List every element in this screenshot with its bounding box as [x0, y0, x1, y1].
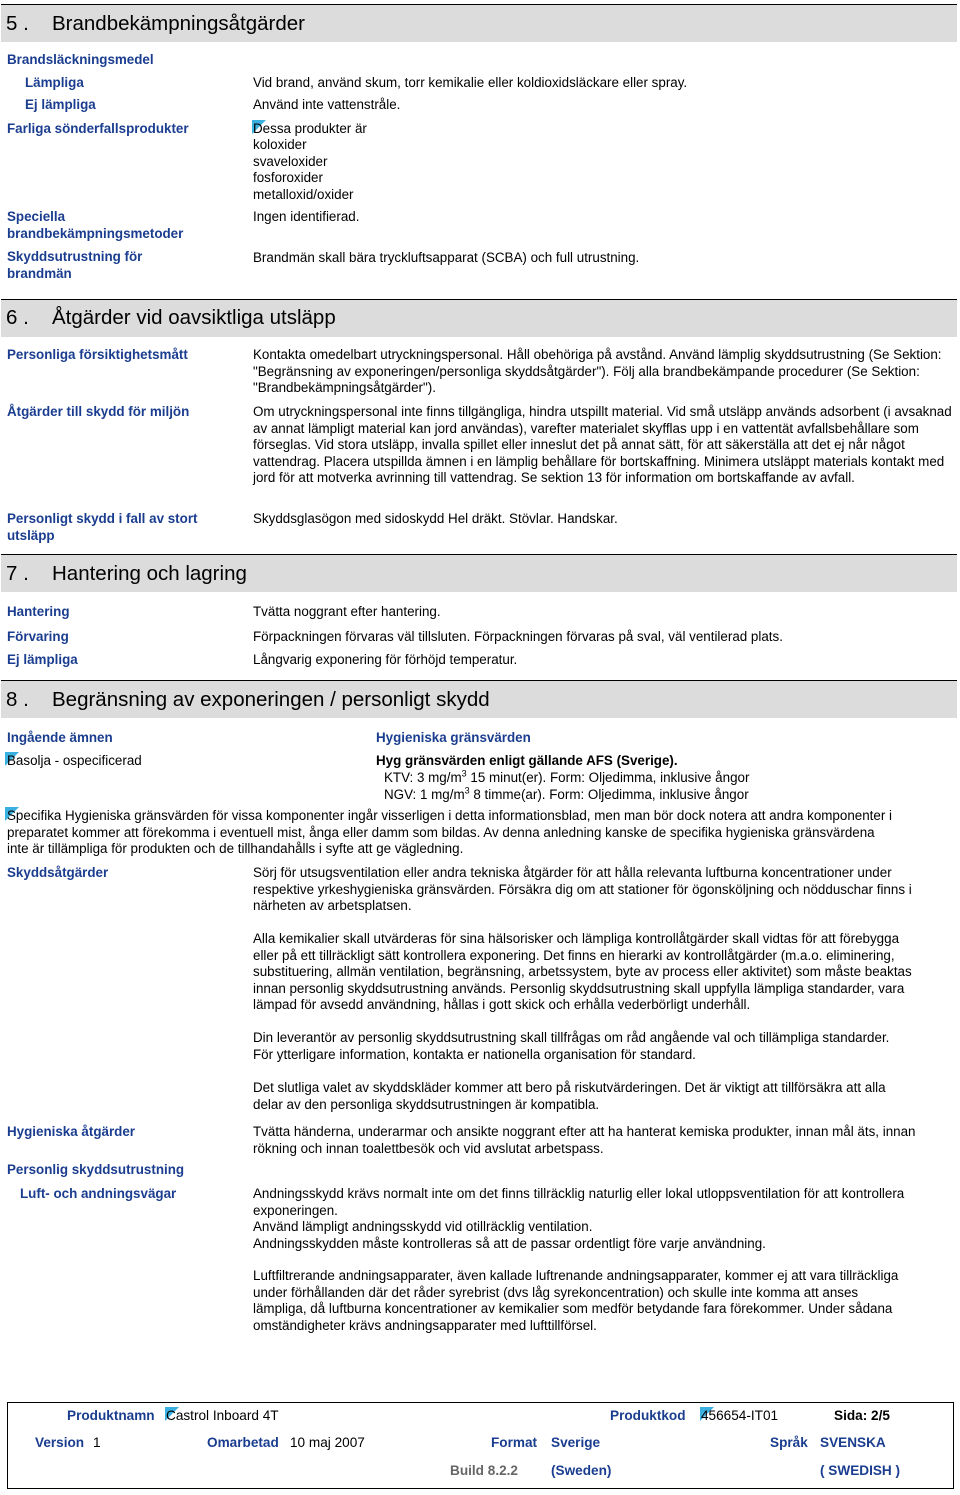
label-forvaring: Förvaring	[7, 629, 69, 644]
value-hantering: Tvätta noggrant efter hantering.	[253, 604, 441, 619]
value-ej-lampliga-lagring: Långvarig exponering för förhöjd temperatur.	[253, 652, 518, 667]
footer-build: Build 8.2.2	[450, 1463, 518, 1478]
section-6-title	[6, 306, 336, 330]
footer-version-label: Version	[35, 1435, 85, 1450]
section-8-title	[6, 688, 490, 712]
section-title-text: Hantering och lagring	[52, 562, 247, 585]
skyddsatgarder-paragraph-2: Alla kemikalier skall utvärderas för sina hälsorisker och lämpliga kontrollåtgärder skall vidtas för att förebygga eller på ett tillräckligt sätt kontrollera exponering. Det finns en hierarki av kontrollåtgärder (m.a.o. eliminering, substituering, allmän ventilation, begränsning, arbetssystem, byte av process eller aktivitet) som måste beaktas innan personlig skyddsutrustning används. Personlig skyddsutrustning skall uppfylla lämpliga standarder, vara lämpad för avsedd användning, hållas i gott skick och erhålla vederbörligt underhåll.	[253, 931, 912, 1012]
value-ej-lampliga: Använd inte vattenstråle.	[253, 97, 401, 112]
footer-version-value: 1	[93, 1435, 101, 1450]
label-speciella-2: brandbekämpningsmetoder	[7, 226, 184, 241]
label-skyddsutrustning-1: Skyddsutrustning för	[7, 249, 143, 264]
label-ej-lampliga: Ej lämpliga	[25, 97, 96, 112]
footer-sprak-sub: ( SWEDISH )	[820, 1463, 901, 1478]
luft-paragraph-1: Andningsskydd krävs normalt inte om det finns tillräcklig naturlig eller lokal utloppsventilation för att kontrollera exponeringen.	[253, 1186, 905, 1218]
label-personliga-forsiktighetsmatt: Personliga försiktighetsmått	[7, 347, 188, 362]
label-hantering: Hantering	[7, 604, 70, 619]
ngv-exponent: 3	[464, 785, 470, 796]
footer-produktkod-label: Produktkod	[610, 1408, 686, 1423]
value-skydd-for-miljon: Om utryckningspersonal inte finns tillgängliga, hindra utspillt material. Vid små utsläpp används adsorbent (i avsaknad av annat lämpligt material kan jord användas), varefter materialet skyfflas upp i en vattentät avfallsbehållare som förseglas. Vid stora utsläpp, invalla spillet eller inneslut det på annat sätt, för att säkerställa att det ej når något vattendrag. Placera utspillda ämnen i en lämplig behållare för bortskaffning. Minimera utsläppt materials kontakt med jord för att motverka avrinning till vattendrag. Se sektion 13 för information om bortskaffande av avfall.	[253, 404, 952, 485]
footer-sprak-label: Språk	[770, 1435, 808, 1450]
luft-paragraph-2: Använd lämpligt andningsskydd vid otillräcklig ventilation.	[253, 1219, 593, 1234]
value-stort-utslapp: Skyddsglasögon med sidoskydd Hel dräkt. Stövlar. Handskar.	[253, 511, 618, 526]
label-speciella-1: Speciella	[7, 209, 66, 224]
ktv-rest: 15 minut(er). Form: Oljedimma, inklusive ångor	[466, 770, 750, 785]
luft-paragraph-4: Luftfiltrerande andningsapparater, även kallade luftrenande andningsapparater, kommer ej att vara tillräckliga under förhållanden där det råder syrebrist (dvs låg syrekoncentration) och skulle inte komma att anses lämpliga, då luftburna koncentrationer av kemikalier som medför betydande fara förekommer. Under sådana omständigheter krävs andningsapparater med lufttillförsel.	[253, 1268, 899, 1333]
value-farliga-line-2: koloxider	[253, 137, 307, 152]
footer-omarbetad-value: 10 maj 2007	[290, 1435, 365, 1450]
luft-paragraph-3: Andningsskydden måste kontrolleras så att de passar ordentligt före varje användning.	[253, 1236, 766, 1251]
ngv-text: NGV: 1 mg/m	[384, 787, 465, 802]
label-hygieniska-atgarder: Hygieniska åtgärder	[7, 1124, 136, 1139]
footer-produktnamn-value: Castrol Inboard 4T	[166, 1408, 279, 1423]
footer-sida: Sida: 2/5	[834, 1408, 890, 1423]
section-number: 7 .	[6, 562, 29, 585]
label-stort-utslapp-1: Personligt skydd i fall av stort	[7, 511, 198, 526]
specifika-paragraph: Specifika Hygieniska gränsvärden för vissa komponenter ingår visserligen i detta informationsblad, men man bör dock notera att andra komponenter i preparatet kommer att förekomma i eventuell mist, ånga eller damm som bildas. Av denna anledning kanske de specifika hygieniska gränsvärdena inte är tillämpliga för produkten och de tillhandahålls i syfte att ge vägledning.	[7, 808, 892, 856]
section-title-text: Brandbekämpningsåtgärder	[52, 12, 305, 35]
label-personlig-skyddsutrustning: Personlig skyddsutrustning	[7, 1162, 185, 1177]
value-farliga-line-4: fosforoxider	[253, 170, 323, 185]
skyddsatgarder-paragraph-1: Sörj för utsugsventilation eller andra tekniska åtgärder för att hålla relevanta luftburna koncentrationer under respektive yrkeshygieniska gränsvärden. Försäkra dig om att stationer för ögonsköljning och nödduschar finns i närheten av arbetsplatsen.	[253, 865, 912, 913]
hyg-gransvarden-title: Hyg gränsvärden enligt gällande AFS (Sverige).	[376, 753, 678, 768]
label-farliga-sonderfallsprodukter: Farliga sönderfallsprodukter	[7, 121, 189, 136]
section-number: 6 .	[6, 306, 29, 329]
label-hygieniska-gransvarden: Hygieniska gränsvärden	[376, 730, 531, 745]
footer-produktnamn-label: Produktnamn	[67, 1408, 155, 1423]
footer-produktkod-value: 456654-IT01	[701, 1408, 779, 1423]
label-ingaende-amnen: Ingående ämnen	[7, 730, 113, 745]
footer-format-value: Sverige	[551, 1435, 601, 1450]
footer-format-label: Format	[491, 1435, 538, 1450]
skyddsatgarder-paragraph-4: Det slutliga valet av skyddskläder kommer att bero på riskutvärderingen. Det är viktigt att tillförsäkra att alla delar av den personliga skyddsutrustningen är kompatibla.	[253, 1080, 886, 1112]
value-farliga-line-1: Dessa produkter är	[253, 121, 367, 136]
value-farliga-line-3: svaveloxider	[253, 154, 328, 169]
section-number: 5 .	[6, 12, 29, 35]
ngv-rest: 8 timme(ar). Form: Oljedimma, inklusive ångor	[469, 787, 749, 802]
value-farliga-line-5: metalloxid/oxider	[253, 187, 354, 202]
value-forvaring: Förpackningen förvaras väl tillsluten. Förpackningen förvaras på sval, väl ventilerad plats.	[253, 629, 783, 644]
ktv-text: KTV: 3 mg/m	[384, 770, 462, 785]
section-number: 8 .	[6, 688, 29, 711]
value-personliga-forsiktighetsmatt: Kontakta omedelbart utryckningspersonal. Håll obehöriga på avstånd. Använd lämplig skyddsutrustning (Se Sektion: "Begränsning av exponeringen/personliga skyddsåtgärder"). Följ alla brandbekämpande procedurer (Se Sektion: "Brandbekämpningsåtgärder").	[253, 347, 942, 395]
label-skyddsutrustning-2: brandmän	[7, 266, 72, 281]
subheading-brandslackningsmedel: Brandsläckningsmedel	[7, 52, 154, 67]
section-7-title	[6, 562, 247, 586]
ngv-limit	[384, 787, 749, 804]
value-speciella: Ingen identifierad.	[253, 209, 360, 224]
label-lampliga: Lämpliga	[25, 75, 84, 90]
section-title-text: Begränsning av exponeringen / personligt skydd	[52, 688, 490, 711]
skyddsatgarder-paragraph-3: Din leverantör av personlig skyddsutrustning skall tillfrågas om råd angående val och tillämpliga standarder. För ytterligare information, kontakta er nationella organisation för standard.	[253, 1030, 890, 1062]
label-stort-utslapp-2: utsläpp	[7, 528, 55, 543]
label-luft-och-andningsvagar: Luft- och andningsvägar	[20, 1186, 177, 1201]
ktv-exponent: 3	[461, 768, 467, 779]
value-lampliga: Vid brand, använd skum, torr kemikalie eller koldioxidsläckare eller spray.	[253, 75, 688, 90]
footer-format-sub: (Sweden)	[551, 1463, 612, 1478]
footer-omarbetad-label: Omarbetad	[207, 1435, 279, 1450]
section-title-text: Åtgärder vid oavsiktliga utsläpp	[52, 306, 336, 329]
value-skyddsutrustning: Brandmän skall bära tryckluftsapparat (SCBA) och full utrustning.	[253, 250, 640, 265]
value-hygieniska-atgarder: Tvätta händerna, underarmar och ansikte noggrant efter att ha hanterat kemiska produkter, innan mål äts, innan rökning och innan toalettbesök och vid avslutat arbetspass.	[253, 1124, 916, 1156]
ktv-limit	[384, 770, 749, 787]
label-skyddsatgarder: Skyddsåtgärder	[7, 865, 109, 880]
section-5-title	[6, 12, 305, 36]
value-substance: Basolja - ospecificerad	[7, 753, 142, 768]
footer-sprak-value: SVENSKA	[820, 1435, 886, 1450]
label-ej-lampliga-lagring: Ej lämpliga	[7, 652, 78, 667]
label-skydd-for-miljon: Åtgärder till skydd för miljön	[7, 404, 190, 419]
